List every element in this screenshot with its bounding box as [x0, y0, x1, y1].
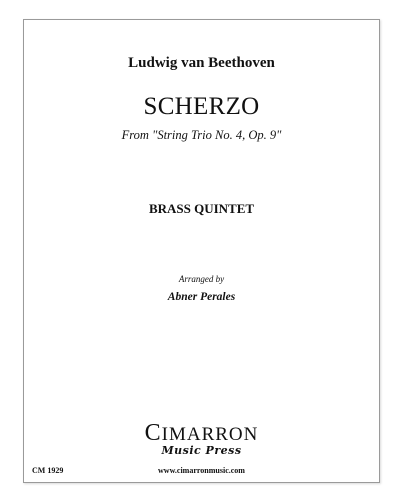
- piece-subtitle: From "String Trio No. 4, Op. 9": [121, 128, 282, 142]
- publisher-logo-wordmark: [24, 420, 379, 446]
- ensemble-label: BRASS QUINTET: [148, 201, 255, 216]
- publisher-logo: [24, 420, 379, 457]
- score-cover-page: [23, 19, 380, 483]
- publisher-website: www.cimarronmusic.com: [158, 466, 245, 475]
- composer-name: Ludwig van Beethoven: [128, 55, 275, 71]
- arranger-name: Abner Perales: [167, 291, 236, 303]
- publisher-logo-rest: IMARRON: [161, 424, 259, 445]
- publisher-logo-initial: C: [144, 420, 162, 446]
- publisher-logo-subtitle: Music Press: [161, 444, 242, 457]
- arranged-by-label: Arranged by: [178, 274, 225, 284]
- catalog-number: CM 1929: [32, 466, 64, 475]
- piece-title: SCHERZO: [143, 93, 260, 120]
